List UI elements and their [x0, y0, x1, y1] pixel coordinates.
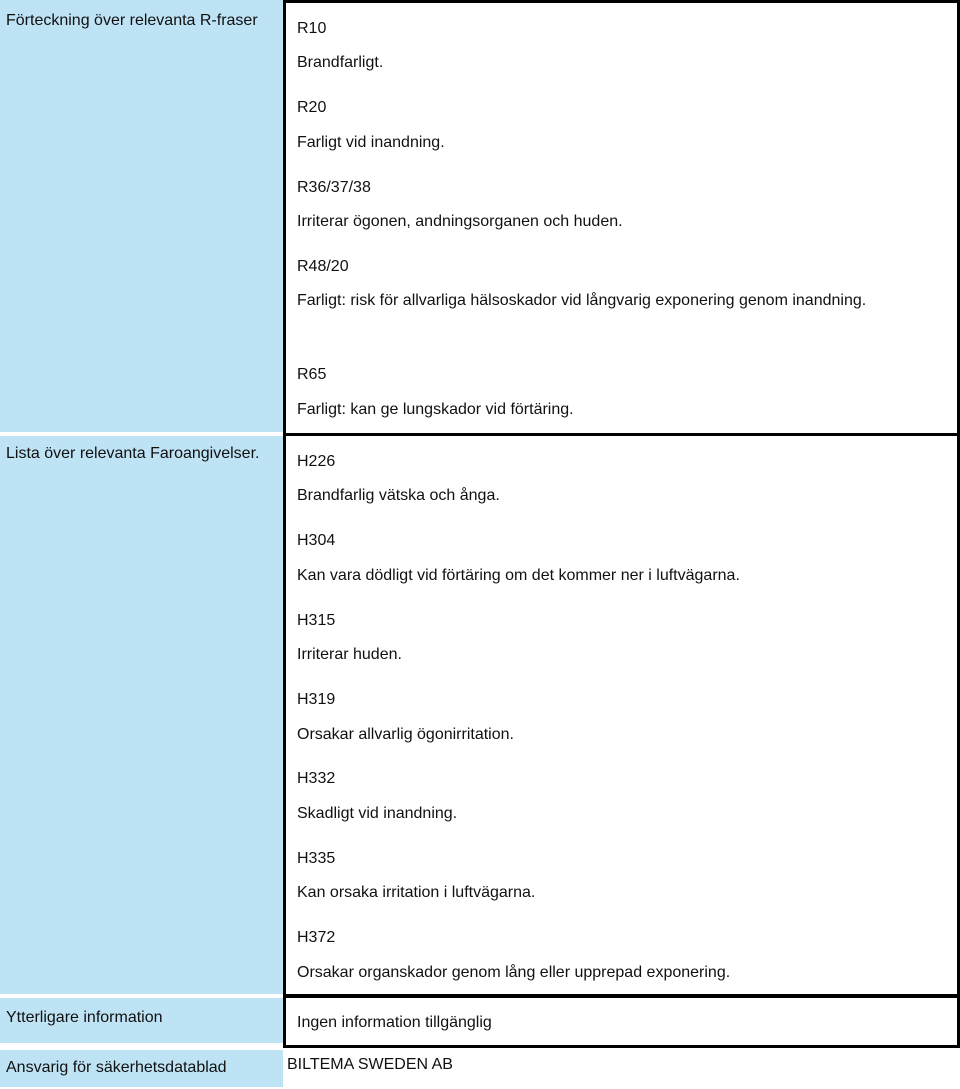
additional-info-label: Ytterligare information: [6, 1009, 163, 1026]
r-phrase-code: R36/37/38: [297, 179, 371, 196]
r-phrase-text: Brandfarligt.: [297, 54, 384, 71]
responsible-value: BILTEMA SWEDEN AB: [287, 1056, 453, 1073]
hazard-text: Brandfarlig vätska och ånga.: [297, 487, 500, 504]
r-phrase-code: R20: [297, 99, 327, 116]
r-phrase-text: Farligt: risk för allvarliga hälsoskador vid långvarig exponering genom inandning.: [297, 292, 867, 309]
hazard-code: H372: [297, 929, 336, 946]
r-phrase-text: Farligt vid inandning.: [297, 134, 445, 151]
hazard-code: H226: [297, 453, 336, 470]
r-phrase-code: R10: [297, 20, 327, 37]
responsible-label: Ansvarig för säkerhetsdatablad: [6, 1059, 227, 1076]
hazard-text: Skadligt vid inandning.: [297, 805, 458, 822]
hazard-text: Kan orsaka irritation i luftvägarna.: [297, 884, 536, 901]
additional-info-value: Ingen information tillgänglig: [297, 1014, 492, 1031]
hazard-code: H335: [297, 850, 336, 867]
hazard-statements-label: Lista över relevanta Faroangivelser.: [6, 445, 260, 462]
hazard-statements-label-cell: [0, 436, 283, 994]
hazard-code: H319: [297, 691, 336, 708]
r-phrase-text: Farligt: kan ge lungskador vid förtäring.: [297, 401, 574, 418]
additional-info-label-cell: [0, 998, 283, 1043]
r-phrases-label-cell: [0, 0, 283, 432]
hazard-code: H304: [297, 532, 336, 549]
hazard-text: Orsakar organskador genom lång eller upprepad exponering.: [297, 964, 731, 981]
hazard-statements-box: [283, 433, 960, 997]
responsible-label-cell: [0, 1050, 283, 1087]
additional-info-box: [283, 995, 960, 1048]
r-phrase-code: R65: [297, 366, 327, 383]
hazard-code: H315: [297, 612, 336, 629]
hazard-text: Kan vara dödligt vid förtäring om det kommer ner i luftvägarna.: [297, 567, 740, 584]
hazard-text: Orsakar allvarlig ögonirritation.: [297, 726, 514, 743]
hazard-text: Irriterar huden.: [297, 646, 402, 663]
hazard-code: H332: [297, 770, 336, 787]
r-phrase-text: Irriterar ögonen, andningsorganen och huden.: [297, 213, 623, 230]
r-phrase-code: R48/20: [297, 258, 349, 275]
r-phrases-box: [283, 0, 960, 436]
r-phrases-label: Förteckning över relevanta R-fraser: [6, 12, 258, 29]
